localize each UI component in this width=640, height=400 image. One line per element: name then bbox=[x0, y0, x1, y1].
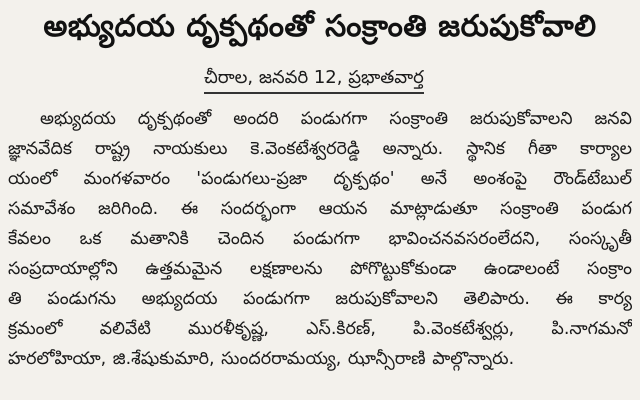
body-line: అభ్యుదయ దృక్పథంతో అందరి పండుగగా సంక్రాంతి జరుపుకోవాలని జనవి bbox=[40, 109, 632, 129]
body-line: యంలో మంగళవారం 'పండుగలు-ప్రజా దృక్పథం' అనే అంశంపై రౌండ్‌టేబుల్ bbox=[8, 169, 632, 189]
body-line: హరలోహియా, జి.శేషుకుమారి, సుందరరామయ్య, ఝాన్సీరాణి పాల్గొన్నారు. bbox=[8, 349, 515, 369]
body-line: తి పండుగను అభ్యుదయ పండుగగా జరుపుకోవాలని తెలిపారు. ఈ కార్య bbox=[8, 289, 632, 309]
headline: అభ్యుదయ దృక్పథంతో సంక్రాంతి జరుపుకోవాలి bbox=[43, 9, 597, 44]
article-body bbox=[8, 104, 632, 374]
dateline: చీరాల, జనవరి 12, ప్రభాతవార్త bbox=[204, 66, 424, 94]
body-line: సంప్రదాయాల్లోని ఉత్తమమైన లక్షణాలను పోగొట్టుకోకుండా ఉండాలంటే సంక్రాం bbox=[8, 259, 632, 279]
body-line: క్రమంలో వలివేటి మురళీకృష్ణ, ఎస్.కిరణ్, పి.వెంకటేశ్వర్లు, పి.నాగమనో bbox=[8, 319, 632, 339]
body-line: సమావేశం జరిగింది. ఈ సందర్భంగా ఆయన మాట్లాడుతూ సంక్రాంతి పండుగ bbox=[8, 199, 632, 219]
body-line: కేవలం ఒక మతానికి చెందిన పండుగగా భావించనవసరంలేదని, సంస్కృతీ bbox=[8, 229, 632, 249]
body-line: జ్ఞానవేదిక రాష్ట్ర నాయకులు కె.వెంకటేశ్వరరెడ్డి అన్నారు. స్థానిక గీతా కార్యాల bbox=[8, 139, 632, 159]
